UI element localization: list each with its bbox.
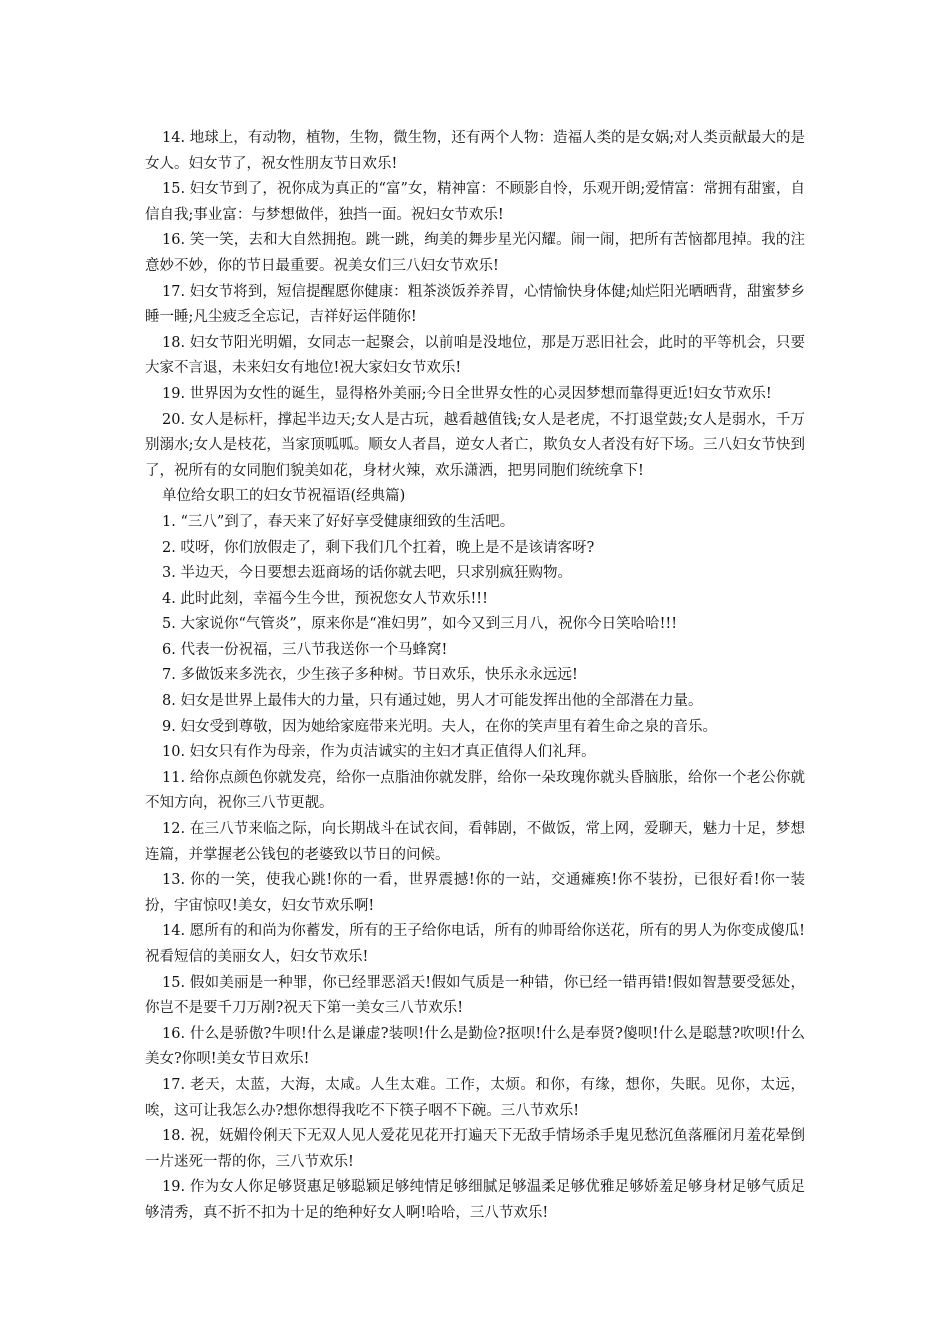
paragraph: 16. 笑一笑，去和大自然拥抱。跳一跳，绚美的舞步星光闪耀。闹一闹，把所有苦恼都甩掉。我的注意妙不妙，你的节日最重要。祝美女们三八妇女节欢乐! [145, 232, 805, 274]
paragraph: 2. 哎呀，你们放假走了，剩下我们几个扛着，晚上是不是该请客呀? [162, 539, 595, 556]
paragraph: 14. 地球上，有动物，植物，生物，微生物，还有两个人物：造福人类的是女娲;对人类贡献最大的是女人。妇女节了，祝女性朋友节日欢乐! [145, 130, 805, 172]
section-heading: 单位给女职工的妇女节祝福语(经典篇) [162, 488, 406, 505]
paragraph: 4. 此时此刻，幸福今生今世，预祝您女人节欢乐!!! [162, 590, 488, 607]
paragraph: 17. 老天，太蓝，大海，太咸。人生太难。工作，太烦。和你，有缘，想你，失眠。见你，太远，唉，这可让我怎么办?想你想得我吃不下筷子咽不下碗。三八节欢乐! [145, 1076, 805, 1119]
paragraph: 19. 作为女人你足够贤惠足够聪颖足够纯情足够细腻足够温柔足够优雅足够娇羞足够身材足够气质足够清秀，真不折不扣为十足的绝种好女人啊!哈哈，三八节欢乐! [145, 1179, 805, 1221]
paragraph: 11. 给你点颜色你就发亮，给你一点脂油你就发胖，给你一朵玫瑰你就头昏脑胀，给你一个老公你就不知方向，祝你三八节更靓。 [145, 769, 805, 812]
paragraph: 9. 妇女受到尊敬，因为她给家庭带来光明。夫人，在你的笑声里有着生命之泉的音乐。 [162, 718, 717, 735]
paragraph: 14. 愿所有的和尚为你蓄发，所有的王子给你电话，所有的帅哥给你送花，所有的男人为你变成傻瓜!祝看短信的美丽女人，妇女节欢乐! [145, 923, 805, 965]
paragraph: 16. 什么是骄傲?牛呗!什么是谦虚?装呗!什么是勤俭?抠呗!什么是奉贤?傻呗!什么是聪慧?吹呗!什么美女?你呗!美女节日欢乐! [145, 1025, 805, 1068]
paragraph: 13. 你的一笑，使我心跳!你的一看，世界震撼!你的一站，交通瘫痪!你不装扮，已很好看!你一装扮，宇宙惊叹!美女，妇女节欢乐啊! [145, 872, 805, 914]
paragraph: 12. 在三八节来临之际，向长期战斗在试衣间，看韩剧，不做饭，常上网，爱聊天，魅力十足，梦想连篇，并掌握老公钱包的老婆致以节日的问候。 [145, 821, 805, 863]
paragraph: 3. 半边天，今日要想去逛商场的话你就去吧，只求别疯狂购物。 [162, 565, 572, 582]
paragraph: 17. 妇女节将到，短信提醒愿你健康：粗茶淡饭养养胃，心情愉快身体健;灿烂阳光晒晒背，甜蜜梦乡睡一睡;凡尘疲乏全忘记，吉祥好运伴随你! [145, 283, 805, 326]
paragraph: 5. 大家说你“气管炎”，原来你是“准妇男”，如今又到三月八，祝你今日笑哈哈!!! [162, 616, 678, 633]
paragraph: 6. 代表一份祝福，三八节我送你一个马蜂窝! [162, 641, 448, 658]
paragraph: 18. 妇女节阳光明媚，女同志一起聚会，以前咱是没地位，那是万恶旧社会，此时的平等机会，只要大家不言退，未来妇女有地位!祝大家妇女节欢乐! [145, 334, 805, 377]
document-body [145, 126, 805, 1227]
paragraph: 1. “三八”到了，春天来了好好享受健康细致的生活吧。 [162, 513, 515, 530]
paragraph: 18. 祝，妩媚伶俐天下无双人见人爱花见花开打遍天下无敌手情场杀手鬼见愁沉鱼落雁闭月羞花晕倒一片迷死一帮的你，三八节欢乐! [145, 1128, 805, 1170]
paragraph: 7. 多做饭来多洗衣，少生孩子多种树。节日欢乐，快乐永永远远! [162, 667, 578, 684]
paragraph: 8. 妇女是世界上最伟大的力量，只有通过她，男人才可能发挥出他的全部潜在力量。 [162, 693, 703, 710]
paragraph: 15. 妇女节到了，祝你成为真正的“富”女，精神富：不顾影自怜，乐观开朗;爱情富：常拥有甜蜜，自信自我;事业富：与梦想做伴，独挡一面。祝妇女节欢乐! [145, 181, 805, 223]
paragraph: 20. 女人是标杆，撑起半边天;女人是古玩，越看越值钱;女人是老虎，不打退堂鼓;女人是弱水，千万别溺水;女人是枝花，当家顶呱呱。顺女人者昌，逆女人者亡，欺负女人者没有好下场。三八妇女节快到了，祝所有的女同胞们貌美如花，身材火辣，欢乐潇洒，把男同胞们统统拿下! [145, 411, 805, 479]
paragraph: 15. 假如美丽是一种罪，你已经罪恶滔天!假如气质是一种错，你已经一错再错!假如智慧要受惩处，你岂不是要千刀万剐?祝天下第一美女三八节欢乐! [145, 974, 805, 1017]
paragraph: 19. 世界因为女性的诞生，显得格外美丽;今日全世界女性的心灵因梦想而靠得更近!妇女节欢乐! [162, 385, 772, 402]
paragraph: 10. 妇女只有作为母亲，作为贞洁诚实的主妇才真正值得人们礼拜。 [162, 744, 596, 761]
